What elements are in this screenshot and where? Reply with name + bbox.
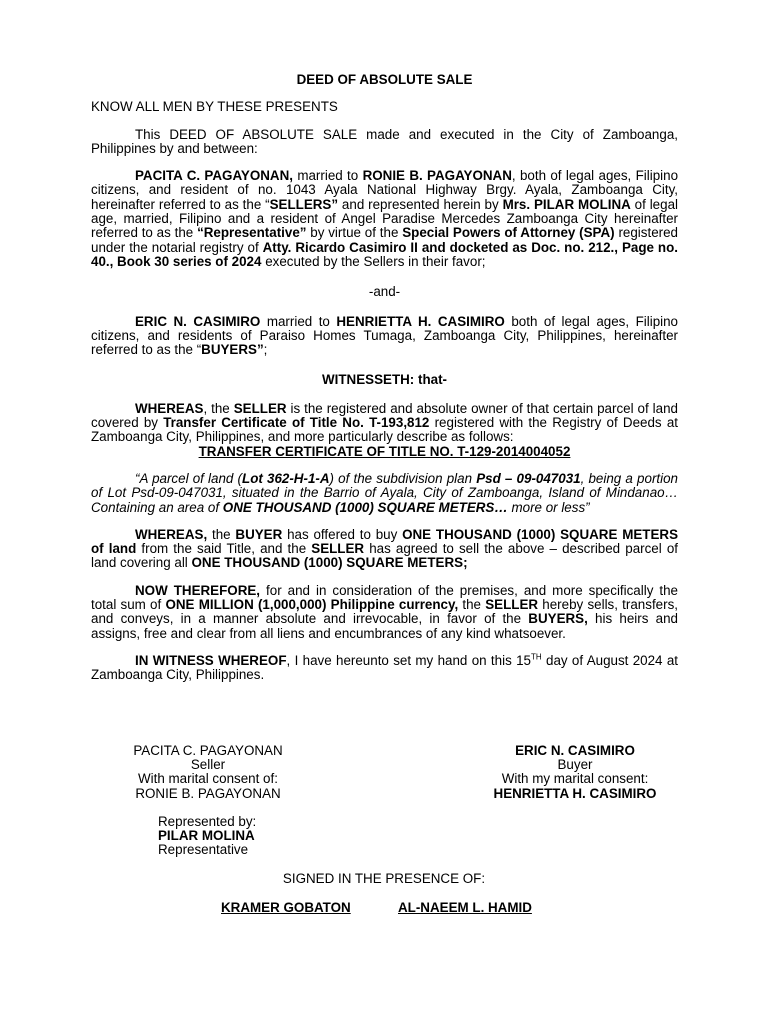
spa-term: Special Powers of Attorney (SPA) [402,225,615,241]
representative-name: Mrs. PILAR MOLINA [502,196,631,212]
seller-spouse-name: RONIE B. PAGAYONAN [362,168,512,184]
now-therefore-paragraph: NOW THEREFORE, for and in consideration of the premises, and more specifically the total sum of ONE MILLION (1,000,000) Philippine currency, the SELLER hereby sells, transfers, and conveys, in a manner absolute and irrevocable, in favor of the BUYERS, his heirs and assigns, free and clear from all liens and encumbrances of any kind whatsoever. [91,582,679,641]
seller-sign-name: PACITA C. PAGAYONAN [133,743,283,758]
lot-number: Lot 362-H-1-A [242,470,330,486]
tct-heading: TRANSFER CERTIFICATE OF TITLE NO. T-129-2014004052 [198,443,571,459]
seller-name: PACITA C. PAGAYONAN, [135,168,293,184]
witnesseth-heading: WITNESSETH: that- [322,372,447,388]
buyer-sign-name: ERIC N. CASIMIRO [515,743,635,758]
representative-role: Representative [158,842,249,858]
seller-sign-role: Seller [190,757,226,773]
buyer-spouse-name: HENRIETTA H. CASIMIRO [336,313,505,329]
witness-name-2: AL-NAEEM L. HAMID [398,900,532,915]
seller-consent-label: With marital consent of: [138,771,278,787]
and-separator: -and- [368,284,401,300]
buyer-name: ERIC N. CASIMIRO [135,313,261,329]
buyer-sign-role: Buyer [557,757,593,773]
seller-spouse-sign-name: RONIE B. PAGAYONAN [135,785,281,801]
psd-number: Psd – 09-047031 [476,470,581,486]
ordinal-superscript: TH [531,652,542,662]
buyer-spouse-sign-name: HENRIETTA H. CASIMIRO [493,785,657,801]
deed-body [91,0,678,683]
representative-block [158,815,256,858]
represented-by-label: Represented by: [158,814,257,829]
buyer-signature [473,744,677,801]
in-witness-paragraph: IN WITNESS WHEREOF, I have hereunto set my hand on this 15TH day of August 2024 at Zamboanga City, Philippines. [91,652,679,683]
whereas-ownership-paragraph: WHEREAS, the SELLER is the registered and absolute owner of that certain parcel of land covered by Transfer Certificate of Title No. T-193,812 registered with the Registry of Deeds at Zamboanga City, Philippines, and more particularly describe as follows: [91,400,678,445]
signed-presence-heading: SIGNED IN THE PRESENCE OF: [282,871,486,886]
whereas-offer-paragraph: WHEREAS, the BUYER has offered to buy ONE THOUSAND (1000) SQUARE METERS of land from the said Title, and the SELLER has agreed to sell the above – described parcel of land covering all ONE THOUSAND (1000) SQUARE METERS; [91,526,678,571]
seller-signature [91,744,325,801]
buyer-consent-label: With my marital consent: [501,771,649,787]
notary-details: Atty. Ricardo Casimiro II and docketed as Doc. no. 212., Page no. 40., Book 30 series of 2024 [91,239,678,269]
witness-name-1: KRAMER GOBATON [221,900,351,915]
representative-sign-name: PILAR MOLINA [158,828,255,844]
tct-reference: Transfer Certificate of Title No. T-193,812 [163,415,430,431]
representative-term: “Representative” [197,225,307,241]
know-all-heading: KNOW ALL MEN BY THESE PRESENTS [91,99,338,115]
land-area: ONE THOUSAND (1000) SQUARE METERS… [222,499,508,515]
sellers-paragraph: PACITA C. PAGAYONAN, married to RONIE B. PAGAYONAN, both of legal ages, Filipino citizens, and resident of no. 1043 Ayala National Highway Brgy. Ayala, Zamboanga City, hereinafter referred to as the “SELLERS” and represented herein by Mrs. PILAR MOLINA of legal age, married, Filipino and a resident of Angel Paradise Mercedes Zamboanga City hereinafter referred to as the “Representative” by virtue of the Special Powers of Attorney (SPA) registered under the notarial registry of Atty. Ricardo Casimiro II and docketed as Doc. no. 212., Page no. 40., Book 30 series of 2024 executed by the Sellers in their favor; [91,168,679,269]
intro-paragraph: This DEED OF ABSOLUTE SALE made and executed in the City of Zamboanga, Philippines by and between: [91,126,678,156]
land-description-quote: “A parcel of land (Lot 362-H-1-A) of the subdivision plan Psd – 09-047031, being a portion of Lot Psd-09-047031, situated in the Barrio of Ayala, City of Zamboanga, Island of Mindanao… Containing an area of ONE THOUSAND (1000) SQUARE METERS… more or less” [91,470,678,515]
sale-price: ONE MILLION (1,000,000) Philippine currency, [165,597,459,613]
buyers-paragraph: ERIC N. CASIMIRO married to HENRIETTA H. CASIMIRO both of legal ages, Filipino citizens, and residents of Paraiso Homes Tumaga, Zamboanga City, Philippines, hereinafter referred to as the “BUYERS”; [91,313,679,358]
document-title: DEED OF ABSOLUTE SALE [296,72,473,87]
buyers-term: BUYERS” [201,342,264,358]
sellers-term: SELLERS” [269,196,339,212]
